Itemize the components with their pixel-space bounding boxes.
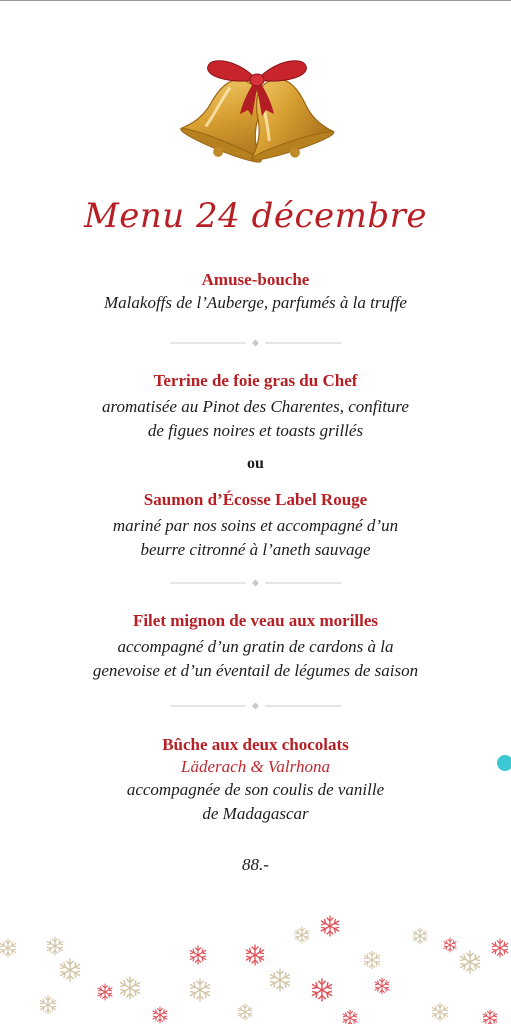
dish-name: Filet mignon de veau aux morilles	[132, 611, 379, 630]
dish-description-line: aromatisée au Pinot des Charentes, confiture	[102, 397, 409, 416]
dish-description-line: beurre citronné à l’aneth sauvage	[140, 540, 371, 559]
dish-description-line: de Madagascar	[202, 804, 309, 823]
dish-description-line: accompagnée de son coulis de vanille	[126, 780, 385, 799]
snowflake-icon	[492, 939, 508, 957]
snowflake-icon	[432, 1003, 448, 1021]
snowflake-icon	[295, 927, 309, 943]
menu-price: 88.-	[242, 855, 269, 874]
snowflake-icon	[0, 939, 16, 957]
scroll-indicator[interactable]	[497, 755, 511, 771]
dish-name: Amuse-bouche	[201, 270, 310, 289]
ornament-divider-icon	[170, 579, 341, 587]
course-starter-foie-gras	[0, 369, 511, 443]
course-starter-saumon	[0, 488, 511, 562]
snowflake-icon	[343, 1010, 357, 1024]
dish-description-line: accompagné d’un gratin de cardons à la	[117, 637, 394, 656]
snowflake-icon	[120, 977, 139, 999]
snowflake-icon	[321, 916, 338, 936]
snowflake-icon	[460, 951, 479, 973]
course-dessert	[0, 733, 511, 826]
dish-description-line: de figues noires et toasts grillés	[147, 421, 364, 440]
snowflake-icon	[246, 945, 263, 965]
snowflake-icon	[444, 938, 456, 952]
dish-name: Terrine de foie gras du Chef	[153, 371, 358, 390]
snowflake-icon	[47, 937, 63, 955]
snowflake-icon	[238, 1004, 252, 1020]
snowflake-icon	[153, 1007, 167, 1023]
snowflake-icon	[190, 979, 209, 1001]
or-separator: ou	[247, 455, 264, 472]
snowflake-decoration	[0, 900, 511, 1024]
snowflake-icon	[483, 1010, 497, 1024]
menu-title: Menu 24 décembre	[83, 196, 428, 236]
christmas-bells-icon	[174, 50, 340, 170]
snowflake-icon	[364, 951, 380, 969]
dish-description-line: genevoise et d’un éventail de légumes de saison	[92, 661, 419, 680]
snowflake-icon	[312, 979, 331, 1001]
dish-name: Bûche aux deux chocolats	[162, 735, 349, 754]
top-border	[0, 0, 511, 1]
snowflake-icon	[40, 996, 56, 1014]
dish-description-line: mariné par nos soins et accompagné d’un	[112, 516, 399, 535]
snowflake-icon	[413, 928, 427, 944]
ornament-divider-icon	[170, 702, 341, 710]
snowflake-icon	[375, 978, 389, 994]
dish-description: Malakoffs de l’Auberge, parfumés à la truffe	[104, 293, 407, 312]
snowflake-icon	[270, 969, 289, 991]
dish-name: Saumon d’Écosse Label Rouge	[143, 490, 368, 509]
snowflake-icon	[190, 946, 206, 964]
snowflake-icon	[60, 959, 79, 981]
snowflake-icon	[98, 984, 112, 1000]
dish-brand: Läderach & Valrhona	[181, 757, 330, 776]
ornament-divider-icon	[170, 339, 341, 347]
course-amuse-bouche	[0, 268, 511, 315]
course-main	[0, 609, 511, 683]
